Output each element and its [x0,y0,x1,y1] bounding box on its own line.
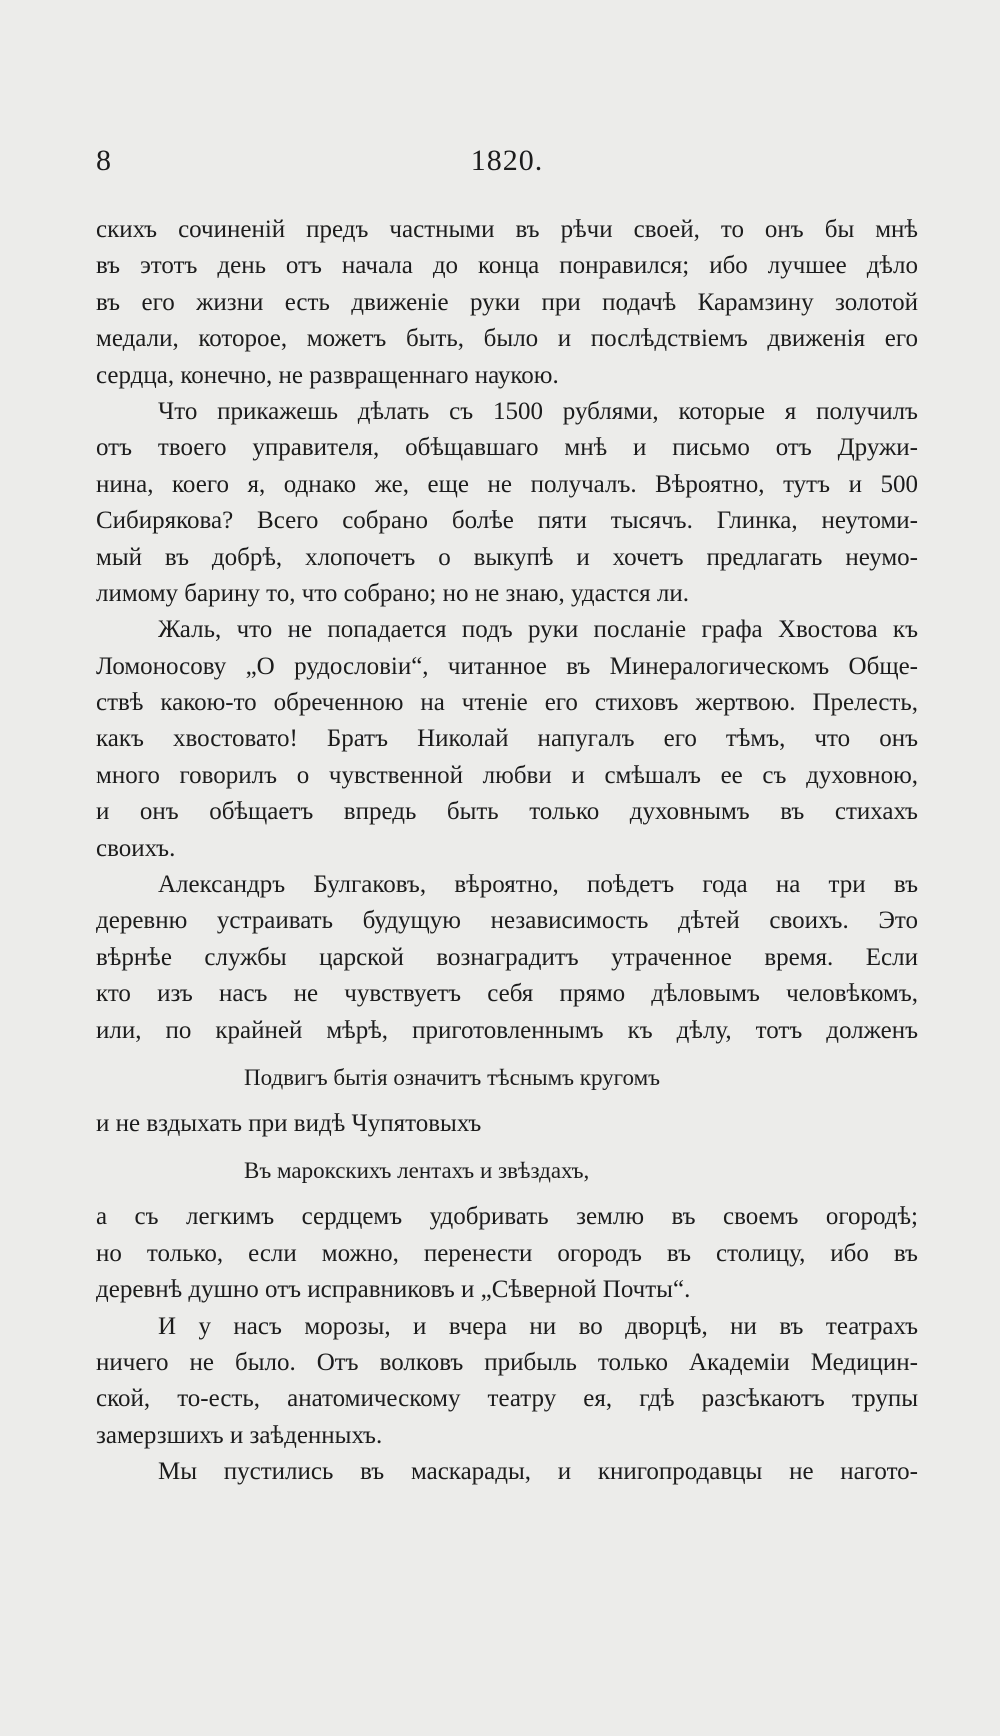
text-line: кто изъ насъ не чувствуетъ себя прямо дѣловымъ человѣкомъ, [96,980,918,1008]
text-line: деревнѣ душно отъ исправниковъ и „Сѣверной Почты“. [96,1276,691,1304]
text-line: Ломоносову „О рудословіи“, читанное въ Минералогическомъ Обще- [96,652,918,680]
text-line: своихъ. [96,834,176,862]
text-line: вѣрнѣе службы царской вознаградитъ утраченное время. Если [96,943,918,971]
text-line: И у насъ морозы, и вчера ни во дворцѣ, ни въ театрахъ [158,1312,918,1340]
text-line: мый въ добрѣ, хлопочетъ о выкупѣ и хочетъ предлагать неумо- [96,543,918,571]
poem-line: Подвигъ бытія означитъ тѣснымъ кругомъ [244,1064,661,1090]
text-line: замерзшихъ и заѣденныхъ. [96,1421,383,1449]
text-line: ской, то-есть, анатомическому театру ея, гдѣ разсѣкаютъ трупы [96,1385,918,1413]
text-line: Что прикажешь дѣлать съ 1500 рублями, которые я получилъ [158,397,918,425]
text-line: въ этотъ день отъ начала до конца понравился; ибо лучшее дѣло [96,252,918,280]
text-line: Александръ Булгаковъ, вѣроятно, поѣдетъ года на три въ [158,871,918,899]
text-line: въ его жизни есть движеніе руки при подачѣ Карамзину золотой [96,288,918,316]
text-line: Сибирякова? Всего собрано болѣе пяти тысячъ. Глинка, неутоми- [96,507,918,535]
text-line: скихъ сочиненій предъ частными въ рѣчи своей, то онъ бы мнѣ [96,216,918,243]
body-text [96,212,918,1491]
text-line: лимому барину то, что собрано; но не знаю, удастся ли. [96,579,689,607]
text-line: Жаль, что не попадается подъ руки посланіе графа Хвостова къ [158,616,918,644]
text-line: но только, если можно, перенести огородъ въ столицу, ибо въ [96,1239,918,1267]
page-number: 8 [96,144,111,177]
text-line: какъ хвостовато! Братъ Николай напугалъ его тѣмъ, что онъ [96,725,918,753]
text-line: а съ легкимъ сердцемъ удобривать землю въ своемъ огородѣ; [96,1203,918,1231]
text-line: или, по крайней мѣрѣ, приготовленнымъ къ дѣлу, тотъ долженъ [96,1016,918,1044]
text-line: нина, коего я, однако же, еще не получалъ. Вѣроятно, тутъ и 500 [96,470,918,498]
text-line: медали, которое, можетъ быть, было и послѣдствіемъ движенія его [96,325,918,353]
running-title: 1820. [470,144,544,177]
text-line: отъ твоего управителя, обѣщавшаго мнѣ и письмо отъ Дружи- [96,434,918,462]
text-line: деревню устраивать будущую независимость дѣтей своихъ. Это [96,907,918,935]
text-line: ствѣ какою-то обреченною на чтеніе его стиховъ жертвою. Прелесть, [96,689,918,717]
text-line: и онъ обѣщаетъ впредь быть только духовнымъ въ стихахъ [96,798,918,826]
page-header [96,144,918,188]
poem-line: Въ марокскихъ лентахъ и звѣздахъ, [244,1158,590,1184]
text-line: ничего не было. Отъ волковъ прибыль только Академіи Медицин- [96,1348,918,1376]
text-line: и не вздыхать при видѣ Чупятовыхъ [96,1109,482,1137]
text-line: сердца, конечно, не развращеннаго наукою. [96,361,559,389]
text-line: Мы пустились въ маскарады, и книгопродавцы не нагото- [158,1458,918,1486]
text-line: много говорилъ о чувственной любви и смѣшалъ ее съ духовною, [96,761,918,789]
